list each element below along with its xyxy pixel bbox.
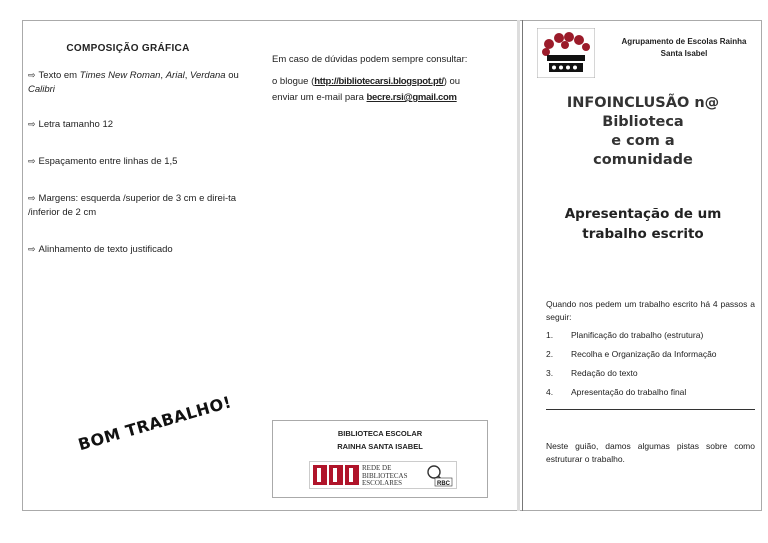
- divider-line: [546, 409, 755, 410]
- contact-intro: Em caso de dúvidas podem sempre consultar:: [272, 54, 468, 65]
- list-item: 2. Recolha e Organização da Informação: [546, 349, 717, 359]
- arrow-right-icon: ⇨: [28, 119, 36, 129]
- crown-logo-icon: [537, 28, 595, 78]
- school-name: Agrupamento de Escolas Rainha Santa Isabel: [621, 37, 747, 58]
- rbc-logo-icon: [424, 464, 454, 487]
- blog-line: o blogue (http://bibliotecarsi.blogspot.pt/) ou: [272, 76, 461, 87]
- graphic-composition-panel: [28, 42, 246, 279]
- document-subtitle: Apresentação de um trabalho escrito: [564, 206, 722, 242]
- email-link[interactable]: becre.rsi@gmail.com: [366, 92, 457, 103]
- rule-font-size: ⇨ Letra tamanho 12: [28, 119, 114, 130]
- blog-link[interactable]: http://bibliotecarsi.blogspot.pt/: [314, 76, 444, 87]
- rbc-label: RBC: [437, 481, 450, 487]
- rule-fonts: ⇨ Texto em Times New Roman, Arial, Verdana ou Calibri: [28, 70, 239, 95]
- steps-intro: Quando nos pedem um trabalho escrito há 4 passos a seguir:: [546, 299, 755, 322]
- rbe-name: REDE DE BIBLIOTECAS ESCOLARES: [362, 464, 408, 487]
- arrow-right-icon: ⇨: [28, 244, 36, 254]
- rule-line-spacing: ⇨ Espaçamento entre linhas de 1,5: [28, 156, 178, 167]
- list-item: 1. Planificação do trabalho (estrutura): [546, 330, 704, 340]
- cover-header: [527, 24, 759, 82]
- arrow-right-icon: ⇨: [28, 156, 36, 166]
- project-title: INFOINCLUSÃO n@ Biblioteca e com a comunidade: [566, 95, 720, 168]
- fold-divider: [522, 20, 523, 511]
- rule-alignment: ⇨ Alinhamento de texto justificado: [28, 244, 173, 255]
- library-name: BIBLIOTECA ESCOLAR RAINHA SANTA ISABEL: [337, 429, 423, 451]
- email-line: enviar um e-mail para becre.rsi@gmail.com: [272, 92, 457, 103]
- rbe-logo-box: [309, 461, 457, 489]
- closing-text: Neste guião, damos algumas pistas sobre como estruturar o trabalho.: [546, 441, 755, 464]
- rule-margins: ⇨ Margens: esquerda /superior de 3 cm e direi-ta /inferior de 2 cm: [28, 193, 237, 218]
- arrow-right-icon: ⇨: [28, 70, 36, 80]
- library-box: [272, 420, 488, 498]
- good-work-slogan: BOM TRABALHO!: [76, 392, 234, 455]
- panel-title: COMPOSIÇÃO GRÁFICA: [66, 43, 190, 54]
- contact-panel: [272, 52, 492, 106]
- list-item: 4. Apresentação do trabalho final: [546, 387, 687, 397]
- arrow-right-icon: ⇨: [28, 193, 36, 203]
- list-item: 3. Redação do texto: [546, 368, 638, 378]
- fold-shadow: [517, 20, 520, 511]
- rbe-logo-icon: [312, 464, 360, 486]
- steps-list: [546, 330, 759, 397]
- cover-panel: [527, 24, 759, 466]
